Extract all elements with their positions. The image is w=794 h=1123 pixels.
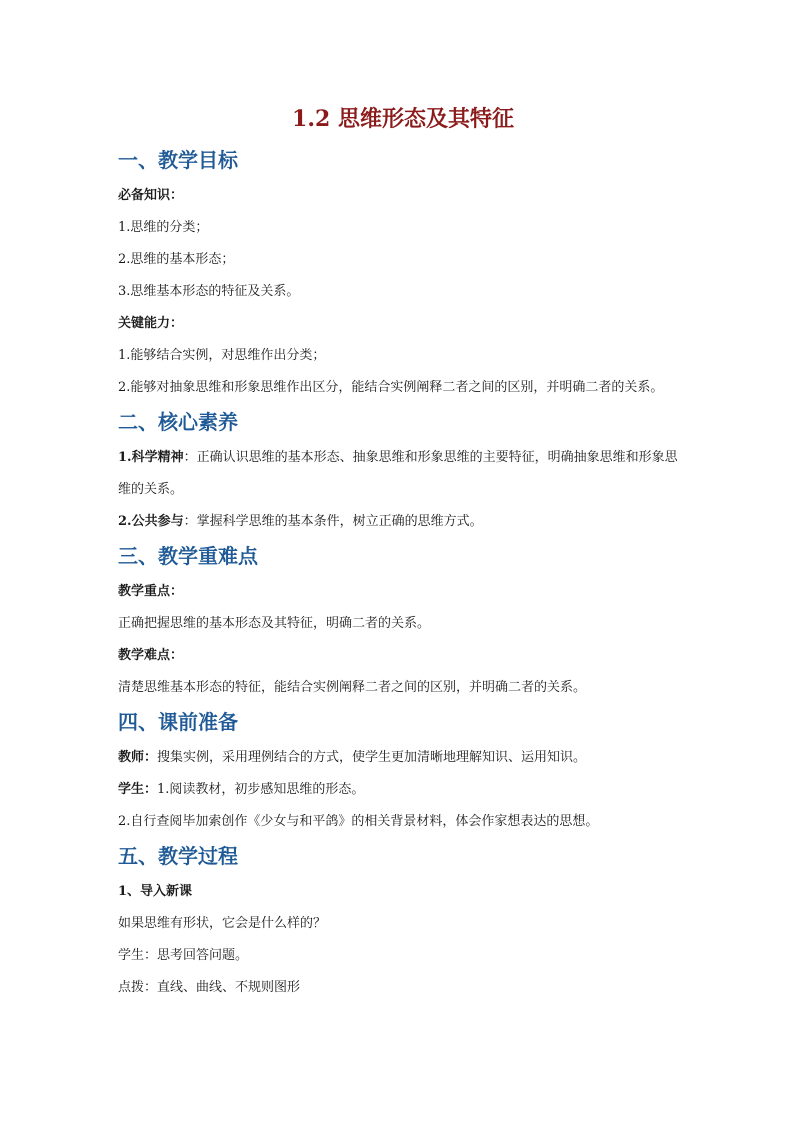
ability-item-2: 2.能够对抽象思维和形象思维作出区分，能结合实例阐释二者之间的区别，并明确二者的关系。 — [118, 380, 664, 395]
core-literacy-item-1-text: ：正确认识思维的基本形态、抽象思维和形象思维的主要特征，明确抽象思维和形象思维的关系。 — [118, 450, 678, 497]
core-literacy-item-2 — [118, 506, 688, 538]
ability-label: 关键能力： — [118, 316, 184, 331]
section-heading-key-points: 三、教学重难点 — [118, 544, 258, 568]
core-literacy-item-2-label: 2.公共参与 — [118, 514, 184, 529]
section-heading-core-literacy: 二、核心素养 — [118, 410, 238, 434]
core-literacy-item-1-label: 1.科学精神 — [118, 450, 184, 465]
core-literacy-item-2-text: ：掌握科学思维的基本条件，树立正确的思维方式。 — [183, 514, 483, 529]
section-heading-process: 五、教学过程 — [118, 844, 238, 868]
section-heading-preparation: 四、课前准备 — [118, 710, 238, 734]
teacher-hint: 点拨：直线、曲线、不规则图形 — [118, 980, 301, 995]
key-point-label: 教学重点： — [118, 584, 184, 599]
difficulty-text: 清楚思维基本形态的特征，能结合实例阐释二者之间的区别，并明确二者的关系。 — [118, 680, 587, 695]
student-prep-2: 2.自行查阅毕加索创作《少女与和平鸽》的相关背景材料，体会作家想表达的思想。 — [118, 814, 599, 829]
document-title: 1.2 思维形态及其特征 — [292, 106, 514, 132]
student-prep-label: 学生： — [118, 782, 158, 797]
student-response: 学生：思考回答问题。 — [118, 948, 249, 963]
difficulty-label: 教学难点： — [118, 648, 184, 663]
ability-item-1: 1.能够结合实例，对思维作出分类； — [118, 348, 326, 363]
teacher-prep — [118, 742, 688, 774]
document-page — [118, 96, 688, 1004]
intro-question: 如果思维有形状，它会是什么样的？ — [118, 916, 327, 931]
key-point-text: 正确把握思维的基本形态及其特征，明确二者的关系。 — [118, 616, 431, 631]
subsection-intro: 1、导入新课 — [118, 884, 193, 899]
student-prep — [118, 774, 688, 806]
core-literacy-item-1 — [118, 442, 688, 506]
knowledge-label: 必备知识： — [118, 188, 184, 203]
teacher-prep-label: 教师： — [118, 750, 158, 765]
section-heading-objectives: 一、教学目标 — [118, 148, 238, 172]
knowledge-item-2: 2.思维的基本形态； — [118, 252, 235, 267]
student-prep-text: 1.阅读教材，初步感知思维的形态。 — [157, 782, 365, 797]
teacher-prep-text: 搜集实例，采用理例结合的方式，使学生更加清晰地理解知识、运用知识。 — [157, 750, 587, 765]
knowledge-item-1: 1.思维的分类； — [118, 220, 209, 235]
knowledge-item-3: 3.思维基本形态的特征及关系。 — [118, 284, 300, 299]
